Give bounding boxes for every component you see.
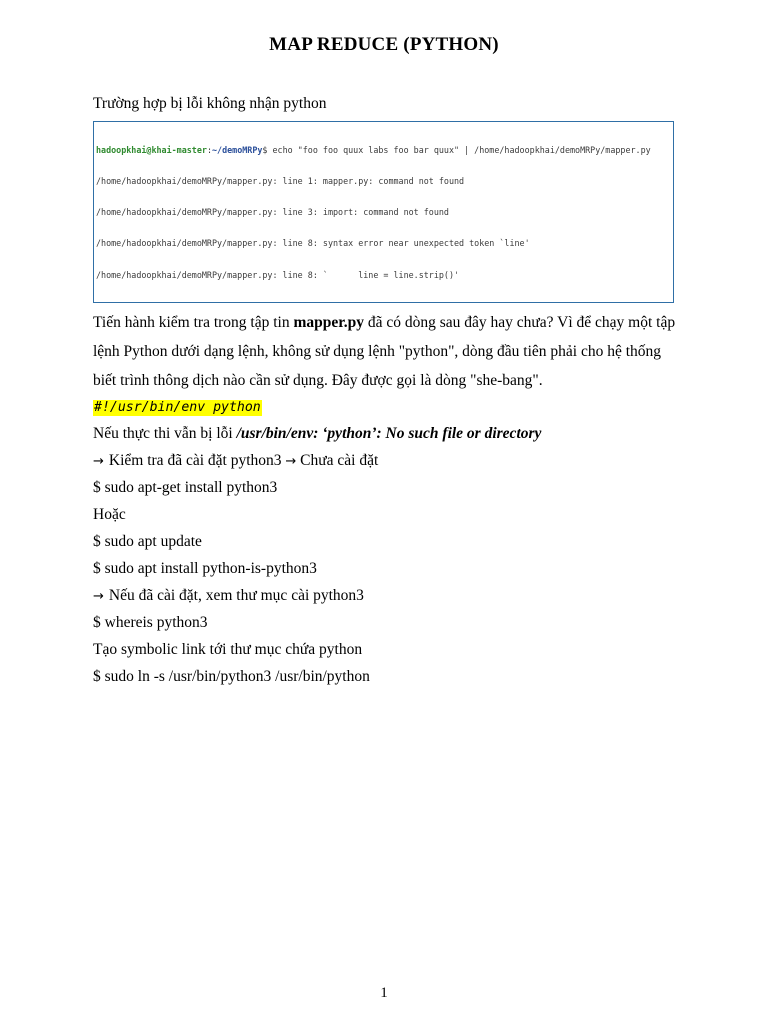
error-intro: Nếu thực thi vẫn bị lỗi (93, 424, 237, 442)
paragraph-text-end: đã có dòng sau đây hay chưa? Vì để chạy một tập lệnh Python dưới dạng lệnh, không sử dụng lệnh "python", dòng đầu tiên phải cho hệ thống biết trình thông dịch nào cần sử dụng. Đây được gọi là dòng "she-bang". (93, 313, 676, 389)
terminal-prompt-path: ~/demoMRPy (211, 144, 263, 155)
terminal-screenshot (93, 121, 674, 303)
terminal-output-line: /home/hadoopkhai/demoMRPy/mapper.py: line 8: syntax error near unexpected token `line' (96, 238, 530, 249)
terminal-prompt-separator: : (206, 144, 212, 155)
arrow-right-icon: → (285, 453, 297, 469)
command-whereis: $ whereis python3 (93, 613, 208, 631)
terminal-output-line: /home/hadoopkhai/demoMRPy/mapper.py: line 8: ` line = line.strip()' (96, 269, 460, 280)
error-line (93, 423, 683, 444)
check-installed-line (93, 450, 683, 471)
terminal-command: echo "foo foo quux labs foo bar quux" | /home/hadoopkhai/demoMRPy/mapper.py (267, 144, 651, 155)
terminal-prompt-suffix: $ (262, 144, 268, 155)
command-apt-install-python-is-python3: $ sudo apt install python-is-python3 (93, 559, 317, 577)
page-title: MAP REDUCE (PYTHON) (269, 34, 499, 55)
or-text: Hoặc (93, 505, 126, 523)
paragraph-text-start: Tiến hành kiểm tra trong tập tin (93, 313, 294, 331)
if-installed-text: Nếu đã cài đặt, xem thư mục cài python3 (108, 586, 364, 604)
terminal-output-line: /home/hadoopkhai/demoMRPy/mapper.py: line 1: mapper.py: command not found (96, 176, 465, 187)
terminal-command-line (96, 145, 670, 155)
arrow-right-icon: → (93, 588, 104, 604)
not-installed-text: Chưa cài đặt (296, 451, 379, 469)
command-apt-get-install: $ sudo apt-get install python3 (93, 478, 278, 496)
terminal-prompt-user: hadoopkhai@khai-master (96, 144, 207, 155)
shebang-explanation-paragraph (93, 308, 683, 395)
shebang-code: #!/usr/bin/env python (94, 399, 261, 415)
error-message: /usr/bin/env: ‘python’: No such file or directory (236, 424, 542, 442)
mapper-file-name: mapper.py (293, 313, 364, 331)
terminal-output-line: /home/hadoopkhai/demoMRPy/mapper.py: line 3: import: command not found (96, 207, 449, 218)
symlink-instruction: Tạo symbolic link tới thư mục chứa python (93, 640, 363, 658)
if-installed-line (93, 585, 683, 606)
command-ln-symlink: $ sudo ln -s /usr/bin/python3 /usr/bin/python (93, 667, 370, 685)
section-heading: Trường hợp bị lỗi không nhận python (93, 95, 327, 112)
command-apt-update: $ sudo apt update (93, 532, 202, 550)
arrow-right-icon: → (93, 453, 104, 469)
check-installed-text: Kiểm tra đã cài đặt python3 (108, 451, 286, 469)
shebang-line (93, 396, 683, 417)
page-number: 1 (380, 985, 388, 1001)
document-body (93, 93, 683, 693)
